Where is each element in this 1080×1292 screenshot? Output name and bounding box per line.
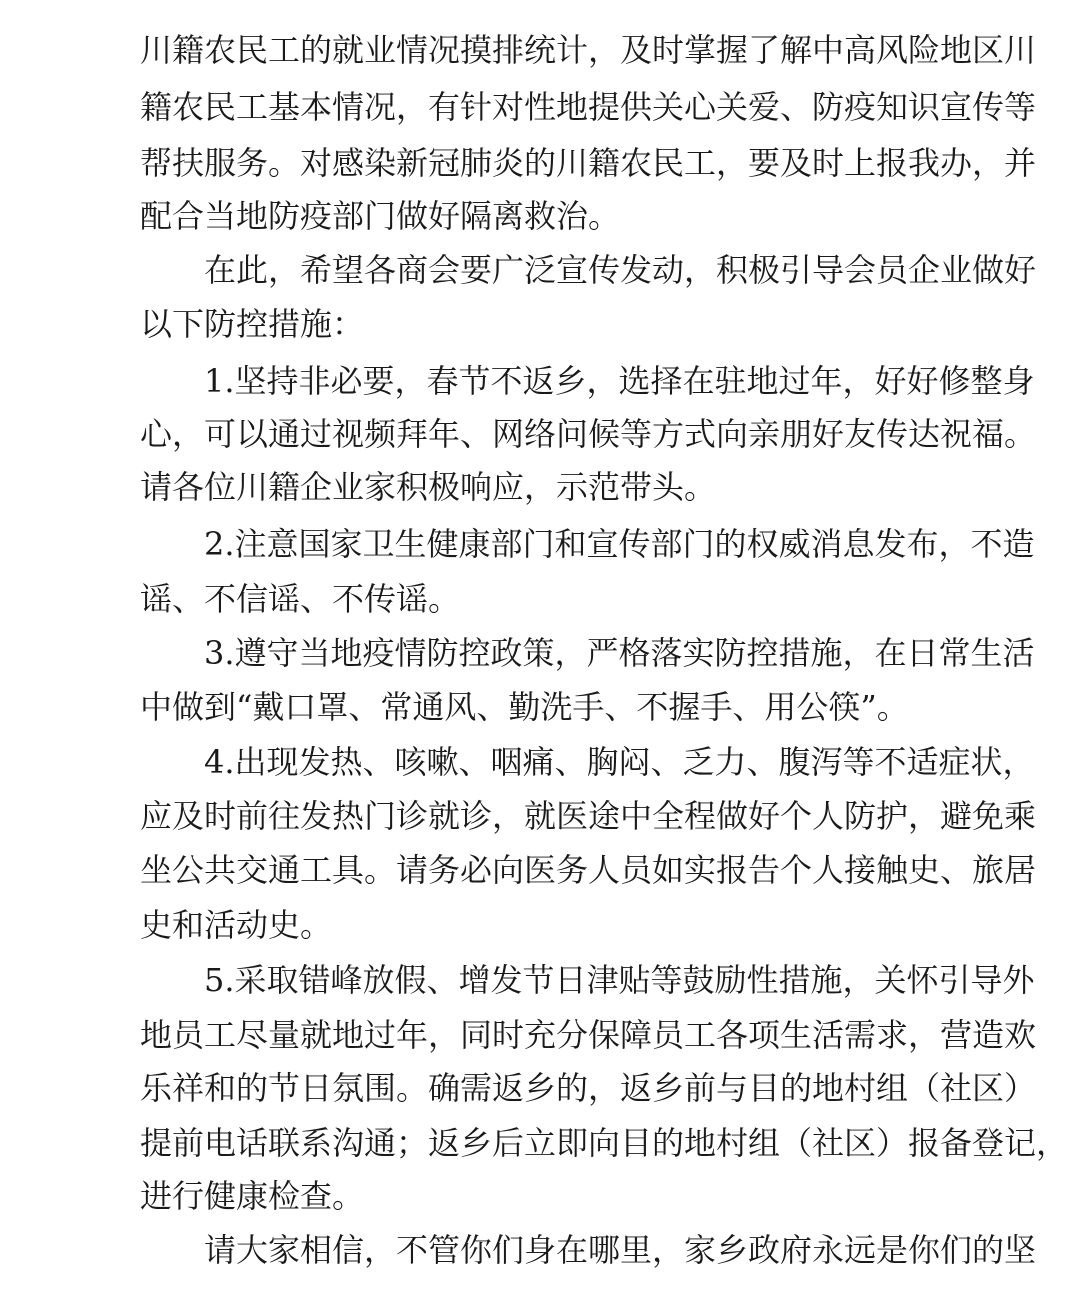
text-line: 配合当地防疫部门做好隔离救治。 bbox=[140, 197, 621, 235]
text-line: 提前电话联系沟通；返乡后立即向目的地村组（社区）报备登记， bbox=[140, 1124, 1069, 1162]
paragraph-first-line: 在此，希望各商会要广泛宣传发动，积极引导会员企业做好 bbox=[204, 251, 1037, 289]
list-item-1-first-line: 1.坚持非必要，春节不返乡，选择在驻地过年，好好修整身 bbox=[204, 362, 1035, 400]
list-item-2-first-line: 2.注意国家卫生健康部门和宣传部门的权威消息发布，不造 bbox=[204, 525, 1035, 563]
text-line: 中做到“戴口罩、常通风、勤洗手、不握手、用公筷”。 bbox=[140, 688, 909, 726]
text-line: 乐祥和的节日氛围。确需返乡的，返乡前与目的地村组（社区） bbox=[140, 1069, 1037, 1107]
text-line: 进行健康检查。 bbox=[140, 1177, 365, 1215]
text-line: 以下防控措施： bbox=[140, 305, 365, 343]
text-line: 谣、不信谣、不传谣。 bbox=[140, 580, 461, 618]
text-line: 坐公共交通工具。请务必向医务人员如实报告个人接触史、旅居 bbox=[140, 851, 1037, 889]
text-line: 史和活动史。 bbox=[140, 906, 333, 944]
list-item-4-first-line: 4.出现发热、咳嗽、咽痛、胸闷、乏力、腹泻等不适症状， bbox=[204, 743, 1035, 781]
text-line: 帮扶服务。对感染新冠肺炎的川籍农民工，要及时上报我办，并 bbox=[140, 144, 1037, 182]
list-item-3-first-line: 3.遵守当地疫情防控政策，严格落实防控措施，在日常生活 bbox=[204, 634, 1035, 672]
text-line: 应及时前往发热门诊就诊，就医途中全程做好个人防护，避免乘 bbox=[140, 797, 1037, 835]
text-line: 籍农民工基本情况，有针对性地提供关心关爱、防疫知识宣传等 bbox=[140, 88, 1037, 126]
paragraph-first-line: 请大家相信，不管你们身在哪里，家乡政府永远是你们的坚 bbox=[204, 1231, 1037, 1269]
text-line: 请各位川籍企业家积极响应，示范带头。 bbox=[140, 468, 717, 506]
list-item-5-first-line: 5.采取错峰放假、增发节日津贴等鼓励性措施，关怀引导外 bbox=[204, 961, 1035, 999]
text-line: 心，可以通过视频拜年、网络问候等方式向亲朋好友传达祝福。 bbox=[140, 415, 1037, 453]
text-line: 地员工尽量就地过年，同时充分保障员工各项生活需求，营造欢 bbox=[140, 1016, 1037, 1054]
text-line: 川籍农民工的就业情况摸排统计，及时掌握了解中高风险地区川 bbox=[140, 31, 1037, 69]
